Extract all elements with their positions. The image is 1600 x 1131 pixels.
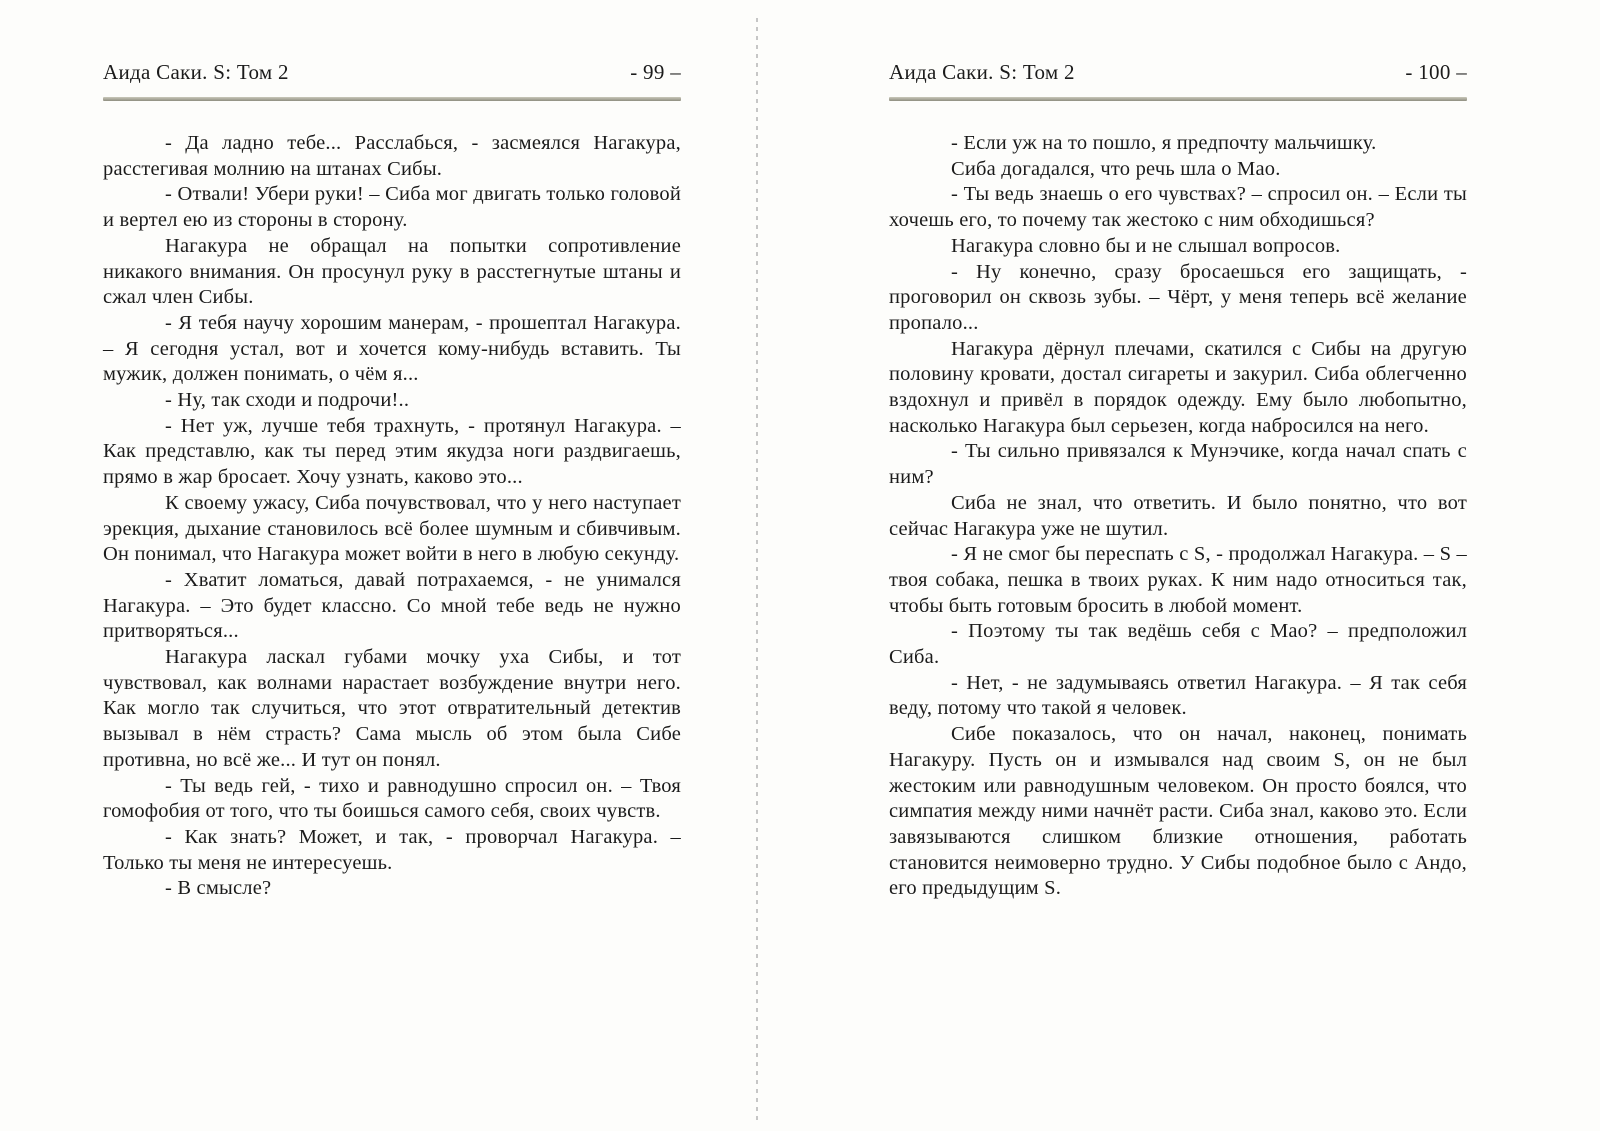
page-text bbox=[103, 131, 681, 902]
page-header bbox=[889, 0, 1467, 85]
paragraph: Нагакура дёрнул плечами, скатился с Сибы на другую половину кровати, достал сигареты и закурил. Сиба облегченно вздохнул и привёл в порядок одежду. Ему было любопытно, насколько Нагакура был серьезен, когда набросился на него. bbox=[889, 337, 1467, 437]
paragraph: - Ну, так сходи и подрочи!.. bbox=[165, 389, 410, 412]
paragraph: - В смысле? bbox=[165, 877, 272, 900]
paragraph: Нагакура словно бы и не слышал вопросов. bbox=[951, 234, 1341, 257]
paragraph: - Я тебя научу хорошим манерам, - прошептал Нагакура. – Я сегодня устал, вот и хочется кому-нибудь вставить. Ты мужик, должен понимать, о чём я... bbox=[103, 311, 681, 386]
page-number: - 99 – bbox=[630, 60, 681, 84]
page-divider bbox=[756, 18, 758, 1123]
paragraph: - Ты сильно привязался к Мунэчике, когда начал спать с ним? bbox=[889, 440, 1467, 489]
paragraph: Сиба догадался, что речь шла о Мао. bbox=[951, 157, 1281, 180]
book-title: Аида Саки. S: Том 2 bbox=[889, 60, 1075, 84]
header-rule bbox=[889, 97, 1467, 101]
paragraph: - Хватит ломаться, давай потрахаемся, - не унимался Нагакура. – Это будет классно. Со мной тебе ведь не нужно притворяться... bbox=[103, 568, 681, 643]
page-100 bbox=[889, 0, 1467, 902]
paragraph: Нагакура не обращал на попытки сопротивление никакого внимания. Он просунул руку в расстегнутые штаны и сжал член Сибы. bbox=[103, 234, 681, 309]
paragraph: К своему ужасу, Сиба почувствовал, что у него наступает эрекция, дыхание становилось всё более шумным и сбивчивым. Он понимал, что Нагакура может войти в него в любую секунду. bbox=[103, 491, 681, 566]
book-title: Аида Саки. S: Том 2 bbox=[103, 60, 289, 84]
paragraph: Сиба не знал, что ответить. И было понятно, что вот сейчас Нагакура уже не шутил. bbox=[889, 491, 1467, 540]
paragraph: - Ты ведь гей, - тихо и равнодушно спросил он. – Твоя гомофобия от того, что ты боишься самого себя, своих чувств. bbox=[103, 774, 681, 823]
header-rule bbox=[103, 97, 681, 101]
paragraph: - Если уж на то пошло, я предпочту мальчишку. bbox=[951, 132, 1377, 154]
paragraph: - Поэтому ты так ведёшь себя с Мао? – предположил Сиба. bbox=[889, 620, 1467, 669]
paragraph: - Отвали! Убери руки! – Сиба мог двигать только головой и вертел ею из стороны в сторону. bbox=[103, 183, 681, 232]
paragraph: Нагакура ласкал губами мочку уха Сибы, и тот чувствовал, как волнами нарастает возбуждение внутри него. Как могло так случиться, что этот отвратительный детектив вызывал в нём страсть? Сама мысль об этом была Сибе противна, но всё же... И тут он понял. bbox=[103, 646, 681, 771]
paragraph: - Как знать? Может, и так, - проворчал Нагакура. – Только ты меня не интересуешь. bbox=[103, 825, 681, 874]
page-number: - 100 – bbox=[1405, 60, 1467, 84]
paragraph: - Да ладно тебе... Расслабься, - засмеялся Нагакура, расстегивая молнию на штанах Сибы. bbox=[103, 132, 681, 180]
paragraph: Сибе показалось, что он начал, наконец, понимать Нагакуру. Пусть он и измывался над своим S, он не был жестоким или равнодушным человеком. Он просто боялся, что симпатия между ними начнёт расти. Сиба знал, каково это. Если завязываются слишком близкие отношения, работать становится неимоверно трудно. У Сибы подобное было с Андо, его предыдущим S. bbox=[889, 723, 1467, 900]
paragraph: - Ты ведь знаешь о его чувствах? – спросил он. – Если ты хочешь его, то почему так жестоко с ним обходишься? bbox=[889, 183, 1467, 232]
page-text bbox=[889, 131, 1467, 902]
paragraph: - Я не смог бы переспать с S, - продолжал Нагакура. – S – твоя собака, пешка в твоих руках. К ним надо относиться так, чтобы быть готовым бросить в любой момент. bbox=[889, 543, 1467, 617]
paragraph: - Нет, - не задумываясь ответил Нагакура. – Я так себя веду, потому что такой я человек. bbox=[889, 671, 1467, 720]
paragraph: - Нет уж, лучше тебя трахнуть, - протянул Нагакура. – Как представлю, как ты перед этим якудза ноги раздвигаешь, прямо в жар бросает. Хочу узнать, каково это... bbox=[103, 414, 681, 489]
paragraph: - Ну конечно, сразу бросаешься его защищать, - проговорил он сквозь зубы. – Чёрт, у меня теперь всё желание пропало... bbox=[889, 260, 1467, 334]
page-header bbox=[103, 0, 681, 85]
page-99 bbox=[103, 0, 681, 902]
